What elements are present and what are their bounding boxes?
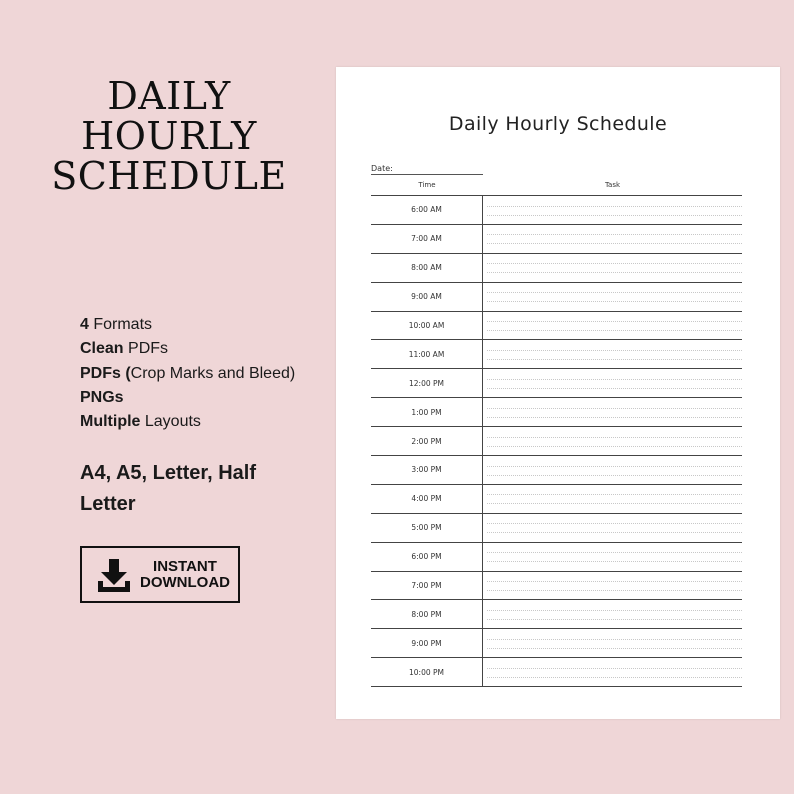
time-cell: 10:00 PM bbox=[371, 658, 483, 686]
time-cell: 5:00 PM bbox=[371, 514, 483, 542]
feature-bold: Multiple bbox=[80, 413, 141, 431]
schedule-row bbox=[371, 369, 742, 398]
date-label: Date: bbox=[371, 164, 393, 173]
dotted-guide-line bbox=[487, 206, 742, 207]
dotted-guide-line bbox=[487, 581, 742, 582]
time-cell: 8:00 PM bbox=[371, 600, 483, 628]
feature-item bbox=[80, 313, 295, 337]
dotted-guide-line bbox=[487, 379, 742, 380]
date-line bbox=[371, 174, 483, 175]
task-cell bbox=[483, 629, 742, 657]
dotted-guide-line bbox=[487, 532, 742, 533]
task-cell bbox=[483, 456, 742, 484]
feature-item bbox=[80, 386, 295, 410]
headline-line: HOURLY bbox=[81, 114, 257, 158]
dotted-guide-line bbox=[487, 610, 742, 611]
dotted-guide-line bbox=[487, 234, 742, 235]
feature-bold: PNGs bbox=[80, 388, 124, 406]
schedule-row bbox=[371, 196, 742, 225]
feature-text: Formats bbox=[88, 316, 153, 333]
time-cell: 9:00 AM bbox=[371, 283, 483, 311]
dotted-guide-line bbox=[487, 417, 742, 418]
page-title: Daily Hourly Schedule bbox=[448, 113, 668, 135]
download-label bbox=[140, 559, 230, 591]
dotted-guide-line bbox=[487, 243, 742, 244]
schedule-row bbox=[371, 456, 742, 485]
product-headline bbox=[40, 76, 298, 196]
schedule-row bbox=[371, 398, 742, 427]
task-cell bbox=[483, 369, 742, 397]
feature-bold: PDFs ( bbox=[80, 364, 131, 382]
schedule-row bbox=[371, 254, 742, 283]
schedule-row bbox=[371, 514, 742, 543]
dotted-guide-line bbox=[487, 503, 742, 504]
schedule-row bbox=[371, 225, 742, 254]
schedule-row bbox=[371, 658, 742, 687]
dotted-guide-line bbox=[487, 648, 742, 649]
time-cell: 11:00 AM bbox=[371, 340, 483, 368]
dotted-guide-line bbox=[487, 494, 742, 495]
dotted-guide-line bbox=[487, 561, 742, 562]
dotted-guide-line bbox=[487, 668, 742, 669]
dotted-guide-line bbox=[487, 321, 742, 322]
dotted-guide-line bbox=[487, 263, 742, 264]
schedule-row bbox=[371, 340, 742, 369]
time-cell: 4:00 PM bbox=[371, 485, 483, 513]
schedule-row bbox=[371, 485, 742, 514]
schedule-row bbox=[371, 572, 742, 601]
dotted-guide-line bbox=[487, 330, 742, 331]
time-cell: 6:00 PM bbox=[371, 543, 483, 571]
time-cell: 7:00 AM bbox=[371, 225, 483, 253]
dotted-guide-line bbox=[487, 408, 742, 409]
dotted-guide-line bbox=[487, 639, 742, 640]
task-cell bbox=[483, 225, 742, 253]
schedule-row bbox=[371, 312, 742, 341]
time-cell: 3:00 PM bbox=[371, 456, 483, 484]
dotted-guide-line bbox=[487, 437, 742, 438]
time-cell: 7:00 PM bbox=[371, 572, 483, 600]
dotted-guide-line bbox=[487, 466, 742, 467]
task-cell bbox=[483, 196, 742, 224]
dotted-guide-line bbox=[487, 677, 742, 678]
task-cell bbox=[483, 514, 742, 542]
schedule-row bbox=[371, 600, 742, 629]
dotted-guide-line bbox=[487, 301, 742, 302]
feature-bold: 4 bbox=[80, 316, 89, 333]
time-cell: 2:00 PM bbox=[371, 427, 483, 455]
feature-item bbox=[80, 410, 295, 434]
download-line: INSTANT bbox=[153, 557, 217, 575]
headline-line: DAILY bbox=[107, 74, 231, 118]
feature-list bbox=[80, 313, 295, 434]
dotted-guide-line bbox=[487, 523, 742, 524]
dotted-guide-line bbox=[487, 359, 742, 360]
dotted-guide-line bbox=[487, 292, 742, 293]
task-cell bbox=[483, 398, 742, 426]
paper-sizes: A4, A5, Letter, Half Letter bbox=[80, 462, 256, 515]
feature-item bbox=[80, 337, 295, 361]
feature-item bbox=[80, 362, 295, 386]
time-cell: 9:00 PM bbox=[371, 629, 483, 657]
task-cell bbox=[483, 312, 742, 340]
download-icon bbox=[94, 555, 134, 595]
task-cell bbox=[483, 427, 742, 455]
dotted-guide-line bbox=[487, 446, 742, 447]
dotted-guide-line bbox=[487, 552, 742, 553]
time-cell: 1:00 PM bbox=[371, 398, 483, 426]
headline-line: SCHEDULE bbox=[51, 154, 287, 198]
schedule-grid bbox=[371, 195, 742, 687]
printable-page bbox=[336, 67, 780, 719]
time-column-header: Time bbox=[418, 181, 436, 189]
task-column-header: Task bbox=[604, 181, 621, 189]
task-cell bbox=[483, 543, 742, 571]
feature-text: Crop Marks and Bleed) bbox=[130, 364, 296, 382]
feature-text: PDFs bbox=[123, 340, 169, 358]
dotted-guide-line bbox=[487, 619, 742, 620]
dotted-guide-line bbox=[487, 590, 742, 591]
download-line: DOWNLOAD bbox=[140, 573, 230, 591]
schedule-row bbox=[371, 427, 742, 456]
feature-text: Layouts bbox=[140, 413, 201, 431]
dotted-guide-line bbox=[487, 350, 742, 351]
task-cell bbox=[483, 283, 742, 311]
dotted-guide-line bbox=[487, 475, 742, 476]
dotted-guide-line bbox=[487, 388, 742, 389]
task-cell bbox=[483, 658, 742, 686]
instant-download-badge bbox=[80, 546, 240, 603]
schedule-row bbox=[371, 283, 742, 312]
dotted-guide-line bbox=[487, 272, 742, 273]
schedule-row bbox=[371, 543, 742, 572]
schedule-row bbox=[371, 629, 742, 658]
task-cell bbox=[483, 600, 742, 628]
time-cell: 8:00 AM bbox=[371, 254, 483, 282]
task-cell bbox=[483, 485, 742, 513]
task-cell bbox=[483, 340, 742, 368]
task-cell bbox=[483, 572, 742, 600]
feature-bold: Clean bbox=[80, 340, 124, 358]
task-cell bbox=[483, 254, 742, 282]
time-cell: 6:00 AM bbox=[371, 196, 483, 224]
dotted-guide-line bbox=[487, 215, 742, 216]
time-cell: 10:00 AM bbox=[371, 312, 483, 340]
time-cell: 12:00 PM bbox=[371, 369, 483, 397]
